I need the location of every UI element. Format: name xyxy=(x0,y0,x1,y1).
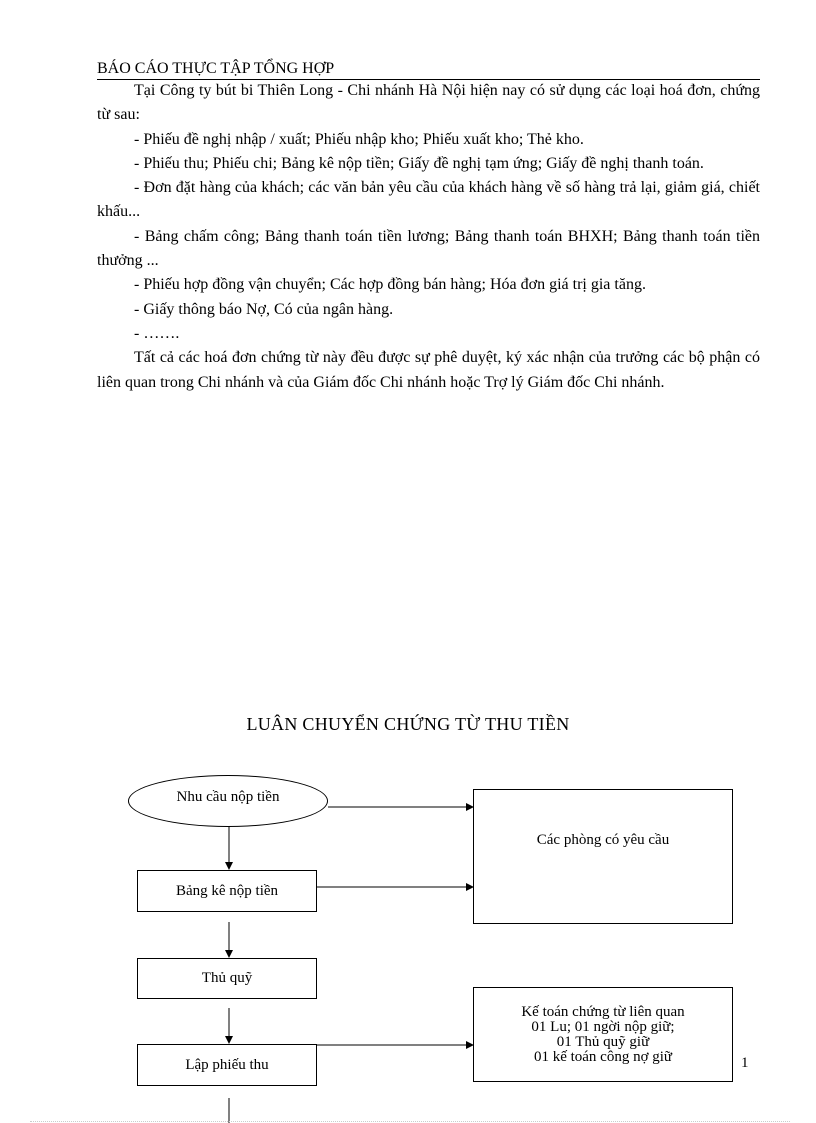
accounting-line-1: Kế toán chứng từ liên quan xyxy=(521,1003,685,1020)
node-requesting-departments: Các phòng có yêu cầu xyxy=(473,789,733,924)
diagram-title: LUÂN CHUYỂN CHỨNG TỪ THU TIỀN xyxy=(246,714,570,734)
node-related-accounting xyxy=(473,987,733,1082)
node-need-to-pay: Nhu cầu nộp tiền xyxy=(128,775,328,827)
accounting-line-4: 01 kế toán công nợ giữ xyxy=(533,1048,673,1065)
paragraph-approval: Tất cả các hoá đơn chứng từ này đều được sự phê duyệt, ký xác nhận của trưởng các bộ phận có liên quan trong Chi nhánh và của Giám đốc Chi nhánh hoặc Trợ lý Giám đốc Chi nhánh. xyxy=(97,349,760,391)
list-item-customer-docs: - Đơn đặt hàng của khách; các văn bản yêu cầu của khách hàng về số hàng trả lại, giảm giá, chiết khấu... xyxy=(97,179,760,221)
report-header-title: BÁO CÁO THỰC TẬP TỔNG HỢP xyxy=(97,60,760,80)
paragraph-intro: Tại Công ty bút bi Thiên Long - Chi nhánh Hà Nội hiện nay có sử dụng các loại hoá đơn, chứng từ sau: xyxy=(97,82,760,124)
list-item-cash-docs: - Phiếu thu; Phiếu chi; Bảng kê nộp tiền; Giấy đề nghị tạm ứng; Giấy đề nghị thanh toán. xyxy=(134,154,704,172)
node-cashier: Thủ quỹ xyxy=(137,958,317,999)
list-item-warehouse-docs: - Phiếu đề nghị nhập / xuất; Phiếu nhập kho; Phiếu xuất kho; Thẻ kho. xyxy=(134,130,584,148)
list-item-bank-notices: - Giấy thông báo Nợ, Có của ngân hàng. xyxy=(134,300,394,318)
list-item-contract-docs: - Phiếu hợp đồng vận chuyển; Các hợp đồng bán hàng; Hóa đơn giá trị gia tăng. xyxy=(134,276,646,294)
page-bottom-divider xyxy=(30,1121,790,1122)
node-create-receipt: Lập phiếu thu xyxy=(137,1044,317,1086)
page-number: 1 xyxy=(741,1055,749,1071)
node-payment-statement: Bảng kê nộp tiền xyxy=(137,870,317,912)
list-item-payroll-docs: - Bảng chấm công; Bảng thanh toán tiền lương; Bảng thanh toán BHXH; Bảng thanh toán tiền thưởng ... xyxy=(97,227,760,270)
accounting-line-2: 01 Lu; 01 ngời nộp giữ; xyxy=(531,1018,675,1035)
list-item-ellipsis: - ……. xyxy=(134,324,180,342)
accounting-line-3: 01 Thủ quỹ giữ xyxy=(556,1033,650,1050)
